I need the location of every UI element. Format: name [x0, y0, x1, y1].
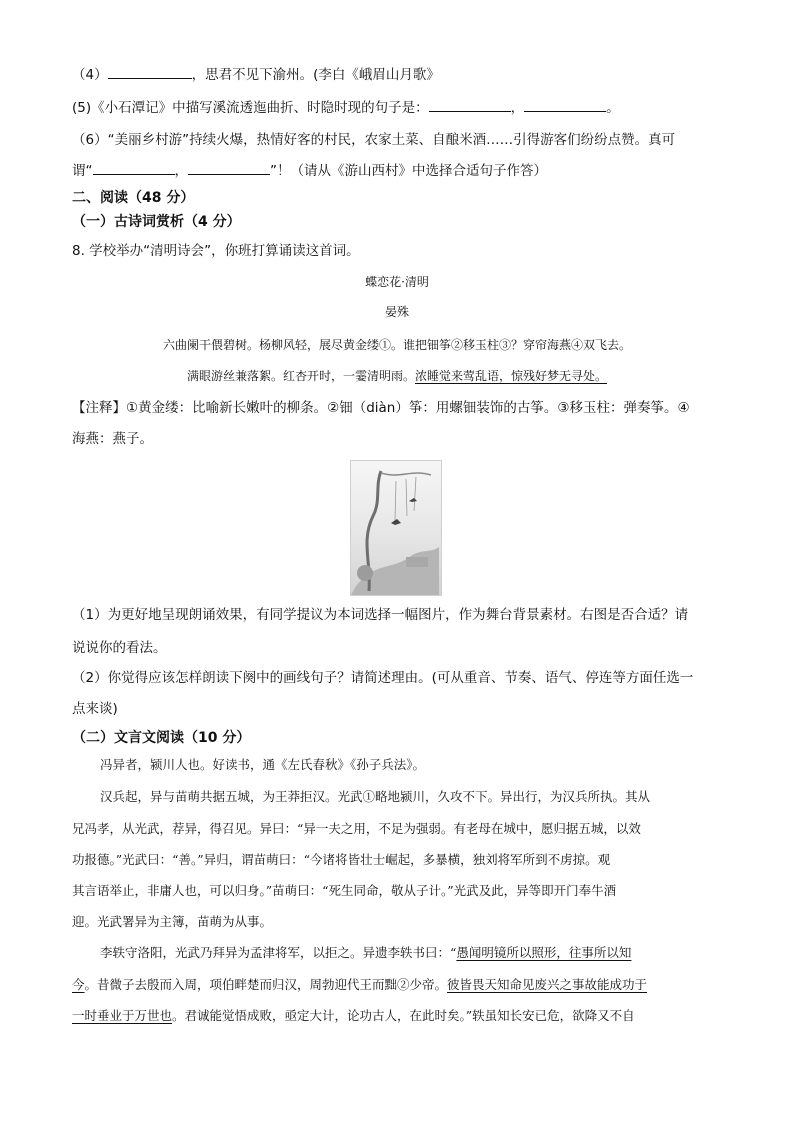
notes-line1: 【注释】①黄金缕：比喻新长嫩叶的柳条。②钿（diàn）筝：用螺钿装饰的古筝。③移玉柱：弹奏筝。④: [72, 400, 690, 416]
wen-p3-line3-plain: 。君诚能觉悟成败，亟定大计，论功古人，在此时矣。”轶虽知长安已危，欲降又不自: [172, 1008, 635, 1023]
wen-p2-line1: 汉兵起，异与苗萌共据五城，为王莽拒汉。光武①略地颍川，久攻不下。异出行，为汉兵所执。其从: [100, 789, 651, 804]
section-title: 二、阅读（48 分）: [72, 190, 195, 206]
painting-svg: [351, 461, 441, 595]
notes-line2: 海燕：燕子。: [72, 431, 153, 447]
part1-title: （一）古诗词赏析（4 分）: [72, 214, 241, 230]
item6-suffix: ”！（请从《游山西村》中选择合适句子作答）: [270, 163, 547, 179]
item4-prefix: （4）: [72, 67, 108, 83]
answer-blank[interactable]: [108, 64, 192, 79]
answer-blank[interactable]: [188, 160, 270, 175]
poem-line2-underlined: 浓睡觉来莺乱语，惊残好梦无寻处。: [415, 369, 608, 383]
poem-line2: [0, 366, 794, 386]
q7-item5: [72, 97, 722, 119]
item5-mid: ，: [510, 100, 525, 116]
item6-prefix: 谓“: [72, 163, 93, 179]
wen-p3-line1: [100, 942, 722, 964]
wen-p3-line3-underlined: 一时垂业于万世也: [72, 1008, 173, 1023]
poem-illustration-image: [350, 460, 442, 596]
wen-p2-line3: 功报德。”光武曰：“善。”异归，谓苗萌曰：“今诸将皆壮士崛起，多暴横，独刘将军所到不虏掠。观: [72, 852, 611, 867]
item5-suffix: 。: [606, 100, 620, 116]
q8-sub2-line1: （2）你觉得应该怎样朗读下阕中的画线句子？请简述理由。(可从重音、节奏、语气、停连等方面任选一: [72, 670, 694, 686]
wen-p3-line2-underlined: 今: [72, 977, 85, 992]
wen-p3-line2-underlined2: 彼皆畏天知命见废兴之事故能成功于: [447, 977, 648, 992]
wen-p3-line1-underlined: 愚闻明镜所以照形，往事所以知: [456, 945, 632, 960]
q8-sub1-line2: 说说你的看法。: [72, 640, 167, 656]
wen-p3-line1-plain: 李轶守洛阳，光武乃拜异为孟津将军，以拒之。异遗李轶书曰：“: [100, 945, 457, 960]
part2-title: （二）文言文阅读（10 分）: [72, 730, 251, 746]
q8-sub2-line2: 点来谈): [72, 701, 118, 717]
wen-p2-line4: 其言语举止，非庸人也，可以归身。”苗萌曰：“死生同命，敬从子计。”光武及此，异等即开门奉牛酒: [72, 883, 617, 898]
answer-blank[interactable]: [524, 97, 606, 112]
item5-prefix: (5)《小石潭记》中描写溪流透迤曲折、时隐时现的句子是：: [72, 100, 429, 116]
q7-item6-line1: （6）“美丽乡村游”持续火爆，热情好客的村民，农家土菜、自酿米酒……引得游客们纷纷点赞。真可: [72, 132, 676, 148]
poem-title: 蝶恋花·清明: [365, 275, 429, 289]
poem-author: 晏殊: [384, 305, 409, 319]
poem-line1: 六曲阑干偎碧树。杨柳风轻，展尽黄金缕①。谁把钿筝②移玉柱③？穿帘海燕④双飞去。: [162, 338, 631, 352]
q7-item4: [72, 64, 722, 86]
wen-p3-line3: [72, 1005, 722, 1027]
wen-p2-line5: 迎。光武署异为主簿，苗萌为从事。: [72, 914, 273, 929]
item6-mid: ，: [174, 163, 188, 179]
q7-item6-line2: [72, 160, 722, 182]
q8-intro: 8. 学校举办“清明诗会”，你班打算诵读这首词。: [72, 243, 360, 259]
wen-p3-line2-plain: 。昔微子去殷而入周，项伯畔楚而归汉，周勃迎代王而黜②少帝。: [84, 977, 448, 992]
answer-blank[interactable]: [93, 160, 175, 175]
answer-blank[interactable]: [429, 97, 511, 112]
wen-p1: 冯异者，颍川人也。好读书，通《左氏春秋》《孙子兵法》。: [100, 757, 426, 772]
q8-sub1-line1: （1）为更好地呈现朗诵效果，有同学提议为本词选择一幅图片，作为舞台背景素材。右图是否合适？请: [72, 607, 689, 623]
wen-p3-line2: [72, 974, 722, 996]
wen-p2-line2: 兄冯孝，从光武，荐异，得召见。异曰：“异一夫之用，不足为强弱。有老母在城中，愿归据五城，以效: [72, 821, 641, 836]
poem-line2-plain: 满眼游丝兼落絮。红杏开时，一霎清明雨。: [186, 369, 415, 383]
item4-suffix: ，思君不见下渝州。(李白《峨眉山月歌》: [191, 67, 440, 83]
